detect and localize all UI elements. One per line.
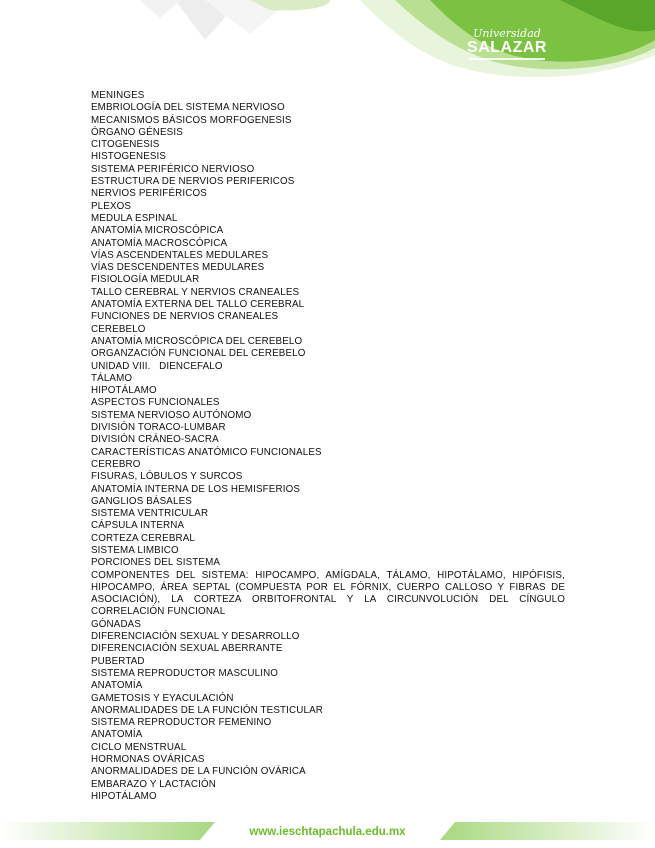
text-line: SISTEMA VENTRICULAR [91,508,209,520]
text-line: DIFERENCIACIÓN SEXUAL Y DESARROLLO [91,631,300,643]
website-url[interactable]: www.ieschtapachula.edu.mx [249,826,406,838]
text-line: NERVIOS PERIFÉRICOS [91,188,207,200]
text-line: ASPECTOS FUNCIONALES [91,397,220,409]
logo-underline [469,58,545,60]
text-line: ANORMALIDADES DE LA FUNCIÓN OVÁRICA [91,766,306,778]
document-body [91,90,565,803]
text-line: CICLO MENSTRUAL [91,741,187,753]
gray-stripe-3 [140,0,180,18]
text-line: ANATOMÍA MACROSCÓPICA [91,237,228,249]
text-line: SISTEMA NERVIOSO AUTÓNOMO [91,409,252,421]
text-line: SISTEMA REPRODUCTOR FEMENINO [91,717,272,729]
text-line: PUBERTAD [91,655,145,667]
text-line: DIVISIÓN TORACO-LUMBAR [91,422,226,434]
text-line: CEREBELO [91,323,146,335]
text-line: ANATOMÍA MICROSCÓPICA DEL CEREBELO [91,335,303,347]
text-line: PLEXOS [91,200,132,212]
text-line: CEREBRO [91,458,141,470]
text-line: ÓRGANO GÉNESIS [91,126,183,138]
text-line: ANATOMÍA MICROSCÓPICA [91,225,224,237]
university-logo [462,28,552,68]
logo-script-text: Universidad [473,27,541,40]
text-line: TÁLAMO [91,372,133,384]
text-line: CARACTERÍSTICAS ANATÓMICO FUNCIONALES [91,446,322,458]
text-line: ANORMALIDADES DE LA FUNCIÓN TESTICULAR [91,704,323,716]
text-line: UNIDAD VIII. DIENCEFALO [91,360,223,372]
text-line: FISURAS, LÓBULOS Y SURCOS [91,471,243,483]
text-line: MENINGES [91,90,145,101]
text-line: EMBRIOLOGÍA DEL SISTEMA NERVIOSO [91,102,285,114]
text-line: ANATOMÍA [91,680,143,692]
text-line: ANATOMÍA [91,729,143,741]
text-line: CITOGENESIS [91,139,160,151]
text-line: FISIOLOGÍA MEDULAR [91,274,200,286]
text-line: GAMETOSIS Y EYACULACIÓN [91,692,234,704]
text-line: VÍAS DESCENDENTES MEDULARES [91,262,265,274]
text-line: SISTEMA REPRODUCTOR MASCULINO [91,667,279,679]
limbic-components-paragraph: COMPONENTES DEL SISTEMA: HIPOCAMPO, AMÍGDALA, TÁLAMO, HIPOTÁLAMO, HIPÓFISIS, HIPOCAMPO, ÁREA SEPTAL (COMPUESTA POR EL FÓRNIX, CUERPO CALLOSO Y FIBRAS DE ASOCIACIÓN), LA CORTEZA ORBITOFRONTAL Y LA CIRCUNVOLUCIÓN DEL CÍNGULO CORRELACIÓN FUNCIONAL [91,569,565,618]
text-line: DIFERENCIACIÓN SEXUAL ABERRANTE [91,643,283,655]
text-line: MEDULA ESPINAL [91,212,178,224]
logo-name-text: SALAZAR [467,39,547,56]
text-line: ANATOMÍA INTERNA DE LOS HEMISFERIOS [91,483,301,495]
text-line: EMBARAZO Y LACTACIÓN [91,778,216,790]
text-line: VÍAS ASCENDENTALES MEDULARES [91,249,269,261]
text-line: SISTEMA LIMBICO [91,544,179,556]
header-decoration [0,0,655,90]
text-line: ESTRUCTURA DE NERVIOS PERIFERICOS [91,176,295,188]
text-line: SISTEMA PERIFÉRICO NERVIOSO [91,163,255,175]
text-line: TALLO CEREBRAL Y NERVIOS CRANEALES [91,286,300,298]
text-line: HORMONAS OVÁRICAS [91,754,205,766]
text-line: ORGANZACIÓN FUNCIONAL DEL CEREBELO [91,348,306,360]
text-line: HIPOTÁLAMO [91,790,157,802]
text-line: PORCIONES DEL SISTEMA [91,557,221,569]
text-line: ANATOMÍA EXTERNA DEL TALLO CEREBRAL [91,299,305,311]
text-line: DIVISIÓN CRÁNEO-SACRA [91,434,219,446]
text-line: CORTEZA CEREBRAL [91,532,196,544]
text-line: GANGLIOS BÁSALES [91,495,192,507]
text-line: CÁPSULA INTERNA [91,520,185,532]
text-line: GÓNADAS [91,618,142,630]
text-line: FUNCIONES DE NERVIOS CRANEALES [91,311,279,323]
text-line: HISTOGENESIS [91,151,167,163]
text-line: HIPOTÁLAMO [91,385,157,397]
text-line: MECANISMOS BÁSICOS MORFOGENESIS [91,114,292,126]
